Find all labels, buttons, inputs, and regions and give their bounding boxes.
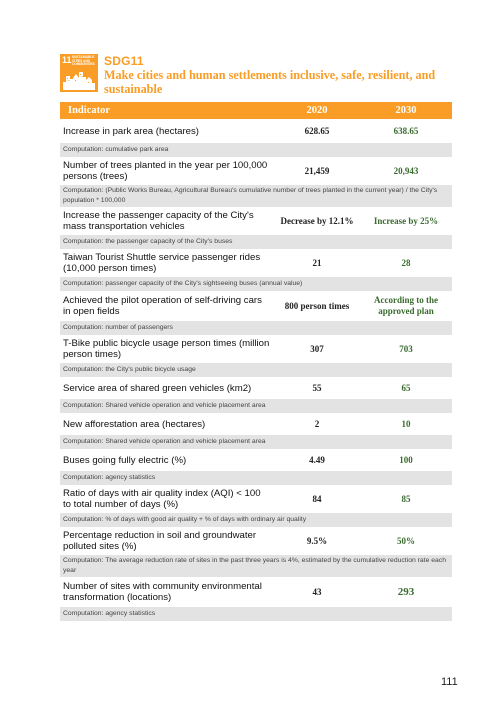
table-row xyxy=(60,119,452,143)
value-2020: 84 xyxy=(274,485,360,513)
computation-row xyxy=(60,321,452,335)
indicator-name: New afforestation area (hectares) xyxy=(60,413,274,435)
computation-row xyxy=(60,607,452,621)
computation-row xyxy=(60,513,452,527)
computation-row xyxy=(60,235,452,249)
computation-note: Computation: agency statistics xyxy=(60,471,452,485)
computation-note: Computation: (Public Works Bureau, Agricultural Bureau's cumulative number of trees planted in the current year) / the City's population * 100,000 xyxy=(60,185,452,207)
table-row xyxy=(60,207,452,235)
computation-note: Computation: the passenger capacity of the City's buses xyxy=(60,235,452,249)
sdg-icon-caption: SUSTAINABLE CITIES AND COMMUNITIES xyxy=(72,55,95,67)
sdg11-icon xyxy=(60,54,98,92)
sdg-title: Make cities and human settlements inclusive, safe, resilient, and sustainable xyxy=(104,68,436,96)
table-row xyxy=(60,485,452,513)
page-number: 111 xyxy=(441,676,458,688)
value-2030: 28 xyxy=(360,249,452,277)
indicator-name: Percentage reduction in soil and groundwater polluted sites (%) xyxy=(60,527,274,555)
computation-note: Computation: Shared vehicle operation and vehicle placement area xyxy=(60,399,452,413)
indicator-name: Taiwan Tourist Shuttle service passenger rides (10,000 person times) xyxy=(60,249,274,277)
value-2030: 703 xyxy=(360,335,452,363)
value-2030: 50% xyxy=(360,527,452,555)
computation-row xyxy=(60,399,452,413)
indicator-name: Increase in park area (hectares) xyxy=(60,119,274,143)
table-row xyxy=(60,157,452,185)
value-2020: 307 xyxy=(274,335,360,363)
city-buildings-icon xyxy=(63,70,95,90)
sdg-tag: SDG11 xyxy=(104,54,144,68)
computation-note: Computation: passenger capacity of the City's sightseeing buses (annual value) xyxy=(60,277,452,291)
value-2020: 21 xyxy=(274,249,360,277)
computation-row xyxy=(60,143,452,157)
value-2030: 10 xyxy=(360,413,452,435)
value-2020: 21,459 xyxy=(274,157,360,185)
table-row xyxy=(60,449,452,471)
table-row xyxy=(60,249,452,277)
value-2020: 2 xyxy=(274,413,360,435)
value-2020: 800 person times xyxy=(274,291,360,321)
value-2020: 9.5% xyxy=(274,527,360,555)
header-2030: 2030 xyxy=(360,102,452,119)
value-2030: According to the approved plan xyxy=(360,291,452,321)
computation-row xyxy=(60,471,452,485)
value-2020: 55 xyxy=(274,377,360,399)
value-2020: Decrease by 12.1% xyxy=(274,207,360,235)
value-2030: 65 xyxy=(360,377,452,399)
value-2030: 638.65 xyxy=(360,119,452,143)
indicator-table xyxy=(60,102,452,621)
indicator-name: Ratio of days with air quality index (AQI) < 100 to total number of days (%) xyxy=(60,485,274,513)
indicator-name: Increase the passenger capacity of the City's mass transportation vehicles xyxy=(60,207,274,235)
indicator-name: Number of trees planted in the year per 100,000 persons (trees) xyxy=(60,157,274,185)
computation-note: Computation: cumulative park area xyxy=(60,143,452,157)
sdg-header xyxy=(60,54,460,100)
table-row xyxy=(60,413,452,435)
indicator-name: Number of sites with community environmental transformation (locations) xyxy=(60,577,274,607)
indicator-name: Service area of shared green vehicles (km2) xyxy=(60,377,274,399)
table-row xyxy=(60,335,452,363)
value-2020: 628.65 xyxy=(274,119,360,143)
indicator-name: Buses going fully electric (%) xyxy=(60,449,274,471)
sdg-icon-number: 11 xyxy=(62,55,72,65)
table-header-row xyxy=(60,102,452,119)
computation-row xyxy=(60,363,452,377)
header-indicator: Indicator xyxy=(60,102,274,119)
header-2020: 2020 xyxy=(274,102,360,119)
value-2030: Increase by 25% xyxy=(360,207,452,235)
computation-note: Computation: Shared vehicle operation and vehicle placement area xyxy=(60,435,452,449)
value-2030: 293 xyxy=(360,577,452,607)
table-row xyxy=(60,577,452,607)
computation-row xyxy=(60,435,452,449)
table-row xyxy=(60,291,452,321)
computation-row xyxy=(60,277,452,291)
computation-note: Computation: number of passengers xyxy=(60,321,452,335)
indicator-name: T-Bike public bicycle usage person times (million person times) xyxy=(60,335,274,363)
table-row xyxy=(60,377,452,399)
computation-row xyxy=(60,185,452,207)
value-2030: 20,943 xyxy=(360,157,452,185)
computation-note: Computation: The average reduction rate of sites in the past three years is 4%, estimated by the cumulative reduction rate each year xyxy=(60,555,452,577)
computation-note: Computation: agency statistics xyxy=(60,607,452,621)
table-row xyxy=(60,527,452,555)
value-2030: 100 xyxy=(360,449,452,471)
computation-note: Computation: the City's public bicycle usage xyxy=(60,363,452,377)
value-2020: 4.49 xyxy=(274,449,360,471)
value-2030: 85 xyxy=(360,485,452,513)
indicator-name: Achieved the pilot operation of self-driving cars in open fields xyxy=(60,291,274,321)
computation-note: Computation: % of days with good air quality + % of days with ordinary air quality xyxy=(60,513,452,527)
computation-row xyxy=(60,555,452,577)
value-2020: 43 xyxy=(274,577,360,607)
